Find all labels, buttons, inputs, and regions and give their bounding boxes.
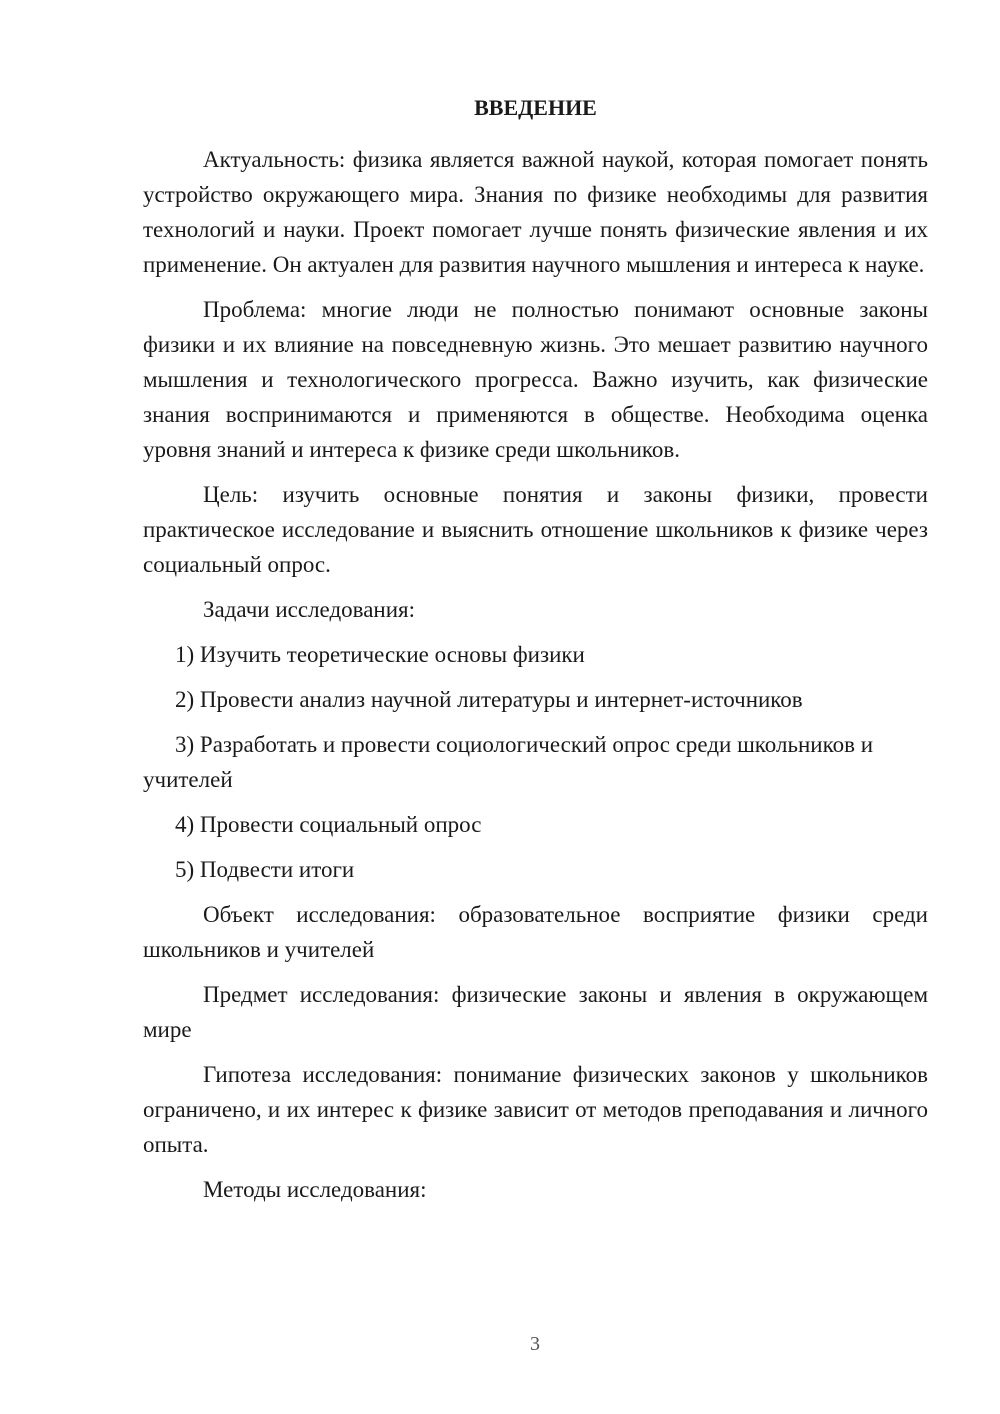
paragraph-goal: Цель: изучить основные понятия и законы физики, провести практическое исследование и выяснить отношение школьников к физике через социальный опрос. — [143, 482, 928, 577]
document-page — [143, 93, 928, 1217]
tasks-title: Задачи исследования: — [203, 597, 416, 622]
paragraph-object: Объект исследования: образовательное восприятие физики среди школьников и учителей — [143, 902, 928, 962]
paragraph-problem: Проблема: многие люди не полностью понимают основные законы физики и их влияние на повседневную жизнь. Это мешает развитию научного мышления и технологического прогресса. Важно изучить, как физические знания воспринимаются и применяются в обществе. Необходима оценка уровня знаний и интереса к физике среди школьников. — [143, 297, 928, 462]
paragraph-relevance: Актуальность: физика является важной наукой, которая помогает понять устройство окружающего мира. Знания по физике необходимы для развития технологий и науки. Проект помогает лучше понять физические явления и их применение. Он актуален для развития научного мышления и интереса к науке. — [143, 147, 928, 277]
methods-title: Методы исследования: — [203, 1177, 427, 1202]
list-item: 2) Провести анализ научной литературы и интернет-источников — [175, 687, 803, 712]
page-title: ВВЕДЕНИЕ — [474, 95, 597, 120]
list-item: 3) Разработать и провести социологический опрос среди школьников и учителей — [143, 732, 874, 792]
paragraph-hypothesis: Гипотеза исследования: понимание физических законов у школьников ограничено, и их интерес к физике зависит от методов преподавания и личного опыта. — [143, 1062, 928, 1157]
tasks-list — [143, 637, 928, 887]
paragraph-subject: Предмет исследования: физические законы и явления в окружающем мире — [143, 982, 928, 1042]
list-item: 5) Подвести итоги — [175, 857, 355, 882]
page-number: 3 — [530, 1333, 540, 1355]
list-item: 4) Провести социальный опрос — [175, 812, 482, 837]
list-item: 1) Изучить теоретические основы физики — [175, 642, 585, 667]
